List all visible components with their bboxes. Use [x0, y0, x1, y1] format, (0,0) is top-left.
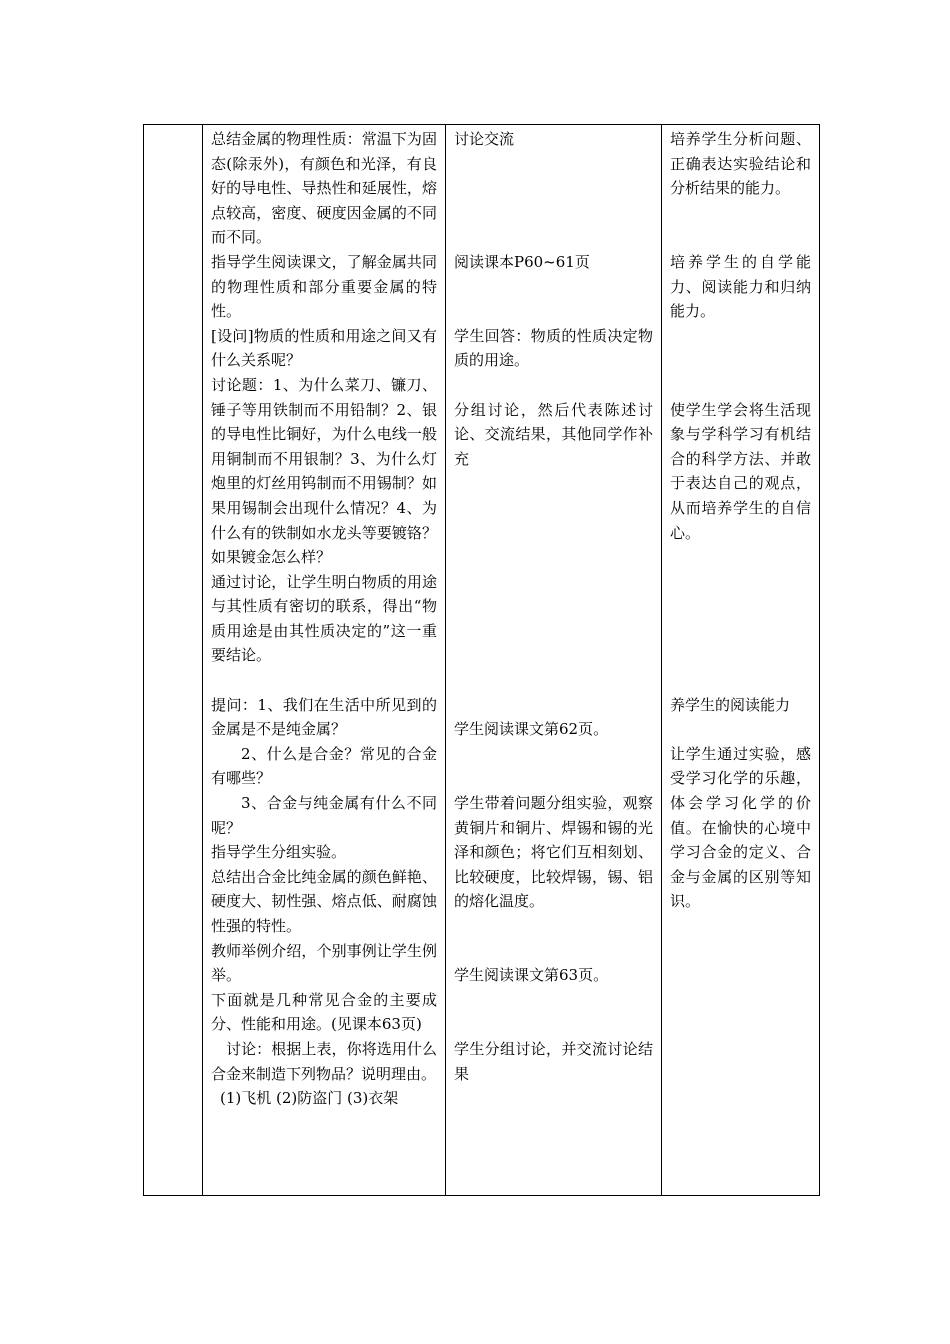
intent-text: 培养学生的自学能力、阅读能力和归纳能力。 [670, 252, 811, 321]
teacher-text: 教师举例介绍，个别事例让学生例举。 [211, 941, 437, 985]
table-row [144, 125, 820, 1196]
student-activity-cell [446, 125, 662, 1196]
student-text: 学生阅读课文第62页。 [454, 720, 609, 739]
intent-text: 让学生通过实验，感受学习化学的乐趣，体会学习化学的价值。在愉快的心境中学习合金的定义、合金与金属的区别等知识。 [670, 744, 811, 911]
teacher-text: 指导学生分组实验。 [211, 843, 347, 862]
intent-text: 养学生的阅读能力 [670, 695, 791, 714]
teacher-text: 通过讨论，让学生明白物质的用途与其性质有密切的联系，得出“物质用途是由其性质决定的”这一重要结论。 [211, 572, 437, 665]
teacher-activity-cell [203, 125, 446, 1196]
teacher-text: [设问]物质的性质和用途之间又有什么关系呢？ [211, 326, 437, 370]
design-intent-cell [662, 125, 820, 1196]
intent-text: 培养学生分析问题、正确表达实验结论和分析结果的能力。 [670, 130, 811, 198]
teacher-text: 2、什么是合金？常见的合金有哪些？ [211, 744, 437, 788]
student-text: 学生回答：物质的性质决定物质的用途。 [454, 326, 653, 370]
teacher-text: 总结金属的物理性质：常温下为固态(除汞外)，有颜色和光泽，有良好的导电性、导热性和延展性，熔点较高，密度、硬度因金属的不同而不同。 [211, 130, 437, 247]
intent-text: 使学生学会将生活现象与学科学习有机结合的科学方法、并敢于表达自己的观点，从而培养学生的自信心。 [670, 400, 811, 542]
teacher-text: 总结出合金比纯金属的颜色鲜艳、硬度大、韧性强、熔点低、耐腐蚀性强的特性。 [211, 867, 437, 935]
teacher-text: 提问：1、我们在生活中所见到的金属是不是纯金属？ [211, 695, 437, 739]
student-text: 分组讨论，然后代表陈述讨论、交流结果，其他同学作补充 [454, 400, 653, 468]
student-text: 阅读课本P60~61页 [454, 252, 590, 271]
student-text: 学生阅读课文第63页。 [454, 966, 609, 985]
teacher-text: (1)飞机 (2)防盗门 (3)衣架 [220, 1089, 399, 1108]
student-text: 学生分组讨论，并交流讨论结果 [454, 1039, 653, 1083]
student-text: 讨论交流 [454, 130, 515, 148]
stage-cell [144, 125, 203, 1196]
teacher-text: 3、合金与纯金属有什么不同呢？ [211, 794, 437, 837]
teacher-text: 指导学生阅读课文，了解金属共同的物理性质和部分重要金属的特性。 [211, 252, 437, 321]
lesson-plan-table [143, 124, 820, 1196]
teacher-text: 讨论：根据上表，你将选用什么合金来制造下列物品？说明理由。 [211, 1039, 437, 1083]
teacher-text: 下面就是几种常见合金的主要成分、性能和用途。(见课本63页) [211, 990, 437, 1034]
teacher-text: 讨论题：1、为什么菜刀、镰刀、锤子等用铁制而不用铅制？2、银的导电性比铜好，为什么电线一般用铜制而不用银制？3、为什么灯炮里的灯丝用钨制而不用锡制？如果用锡制会出现什么情况？4、为什么有的铁制如水龙头等要镀铬？如果镀金怎么样？ [211, 375, 437, 567]
student-text: 学生带着问题分组实验，观察黄铜片和铜片、焊锡和锡的光泽和颜色；将它们互相刻划、比较硬度，比较焊锡，锡、铝的熔化温度。 [454, 794, 653, 911]
